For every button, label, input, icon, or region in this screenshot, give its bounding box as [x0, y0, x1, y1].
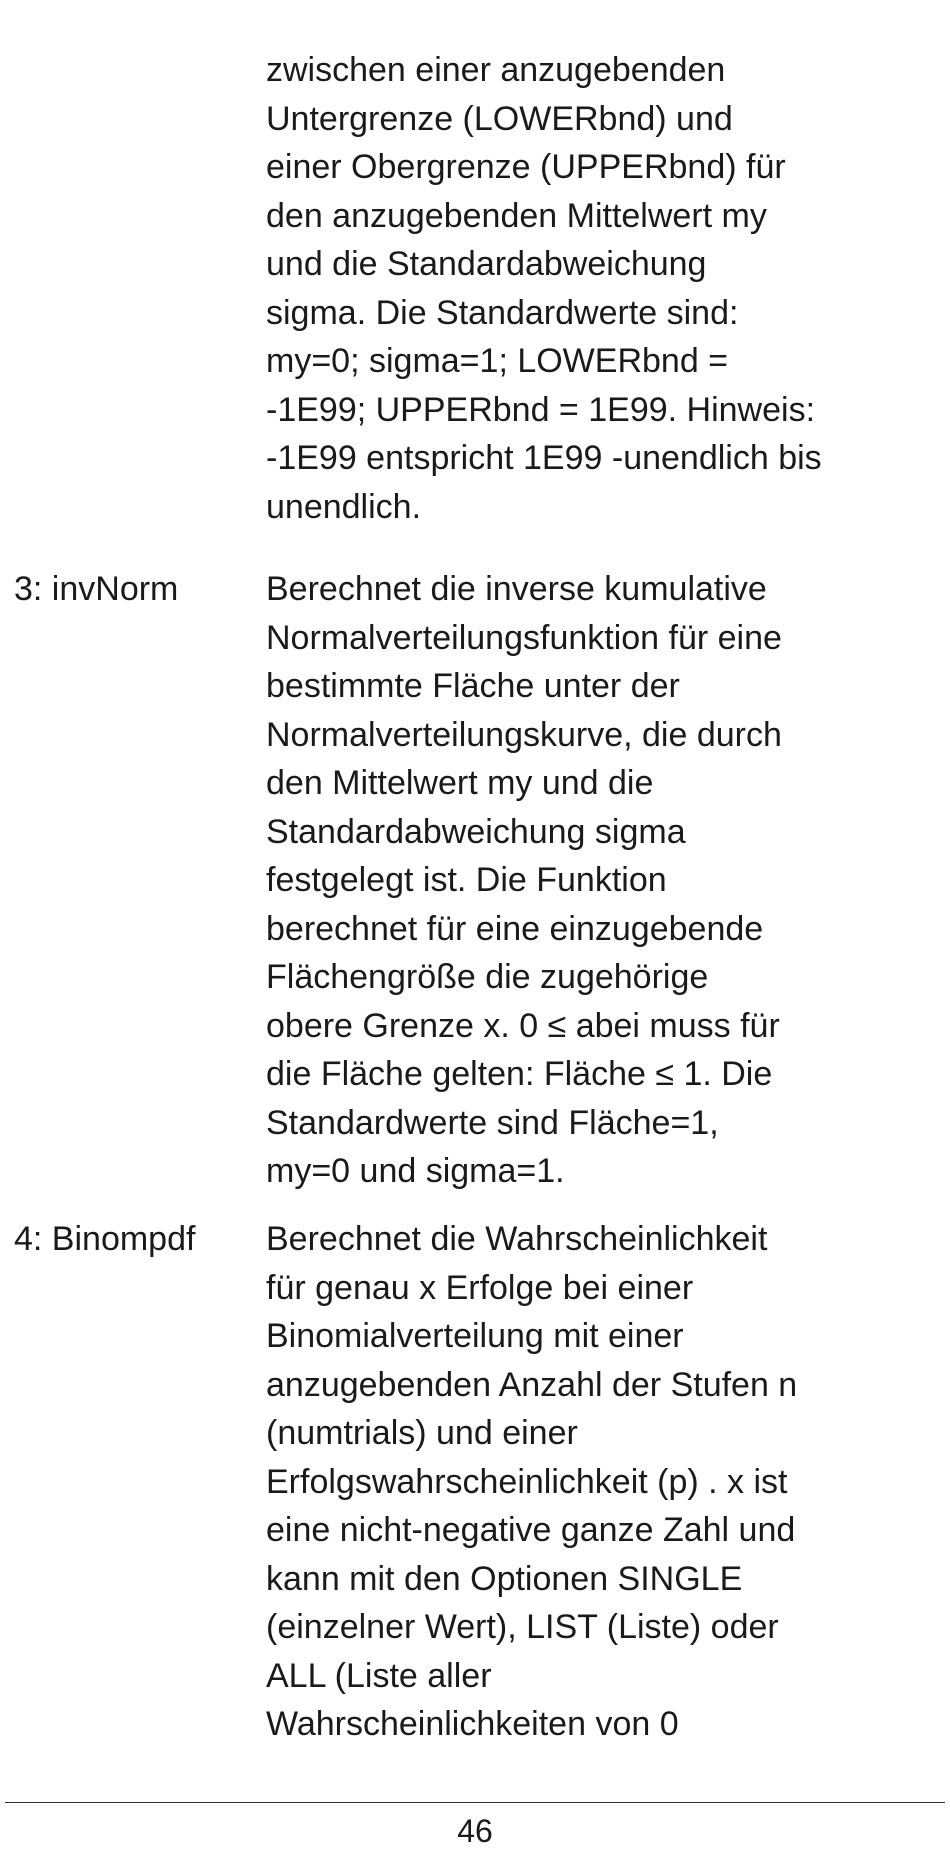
description-line: sigma. Die Standardwerte sind:: [266, 293, 739, 332]
description-line: my=0 und sigma=1.: [266, 1152, 565, 1190]
description-line: Normalverteilungskurve, die durch: [266, 715, 782, 754]
description-line: einer Obergrenze (UPPERbnd) für: [266, 148, 786, 186]
description-line: eine nicht-negative ganze Zahl und: [266, 1511, 796, 1549]
description-line: -1E99; UPPERbnd = 1E99. Hinweis:: [266, 390, 816, 429]
description-line: ALL (Liste aller: [266, 1656, 492, 1695]
description-line: für genau x Erfolge bei einer: [266, 1268, 694, 1307]
description-line: Wahrscheinlichkeiten von 0: [266, 1705, 679, 1743]
description-line: Binomialverteilung mit einer: [266, 1317, 684, 1355]
description-line: my=0; sigma=1; LOWERbnd =: [266, 342, 729, 380]
description-line: festgelegt ist. Die Funktion: [266, 861, 667, 899]
description-line: Standardwerte sind Fläche=1,: [266, 1103, 719, 1142]
description-line: den Mittelwert my und die: [266, 764, 654, 802]
description-line: -1E99 entspricht 1E99 -unendlich bis: [266, 439, 822, 477]
description-line: obere Grenze x. 0 ≤ abei muss für: [266, 1006, 780, 1045]
description-line: die Fläche gelten: Fläche ≤ 1. Die: [266, 1055, 773, 1093]
description-line: unendlich.: [266, 487, 422, 526]
description-line: Untergrenze (LOWERbnd) und: [266, 99, 733, 138]
description-line: Standardabweichung sigma: [266, 812, 686, 851]
description-line: zwischen einer anzugebenden: [266, 51, 726, 89]
description-line: (numtrials) und einer: [266, 1414, 578, 1452]
description-line: Berechnet die Wahrscheinlichkeit: [266, 1220, 768, 1258]
entry-description: [266, 46, 946, 531]
description-line: den anzugebenden Mittelwert my: [266, 196, 767, 235]
description-line: kann mit den Optionen SINGLE: [266, 1559, 743, 1598]
entry-term: 3: invNorm: [14, 570, 179, 608]
description-line: berechnet für eine einzugebende: [266, 909, 764, 948]
entry-description: [266, 1215, 946, 1749]
description-line: bestimmte Fläche unter der: [266, 667, 680, 705]
description-line: Normalverteilungsfunktion für eine: [266, 618, 782, 657]
description-line: Erfolgswahrscheinlichkeit (p) . x ist: [266, 1462, 788, 1501]
description-line: Flächengröße die zugehörige: [266, 958, 709, 996]
footer-divider: [5, 1802, 945, 1803]
description-line: Berechnet die inverse kumulative: [266, 570, 767, 608]
entry-term: 4: Binompdf: [14, 1220, 196, 1258]
entry-description: [266, 565, 946, 1196]
description-line: und die Standardabweichung: [266, 245, 707, 283]
page-number: 46: [457, 1813, 493, 1849]
description-line: anzugebenden Anzahl der Stufen n: [266, 1365, 798, 1404]
description-line: (einzelner Wert), LIST (Liste) oder: [266, 1608, 779, 1646]
